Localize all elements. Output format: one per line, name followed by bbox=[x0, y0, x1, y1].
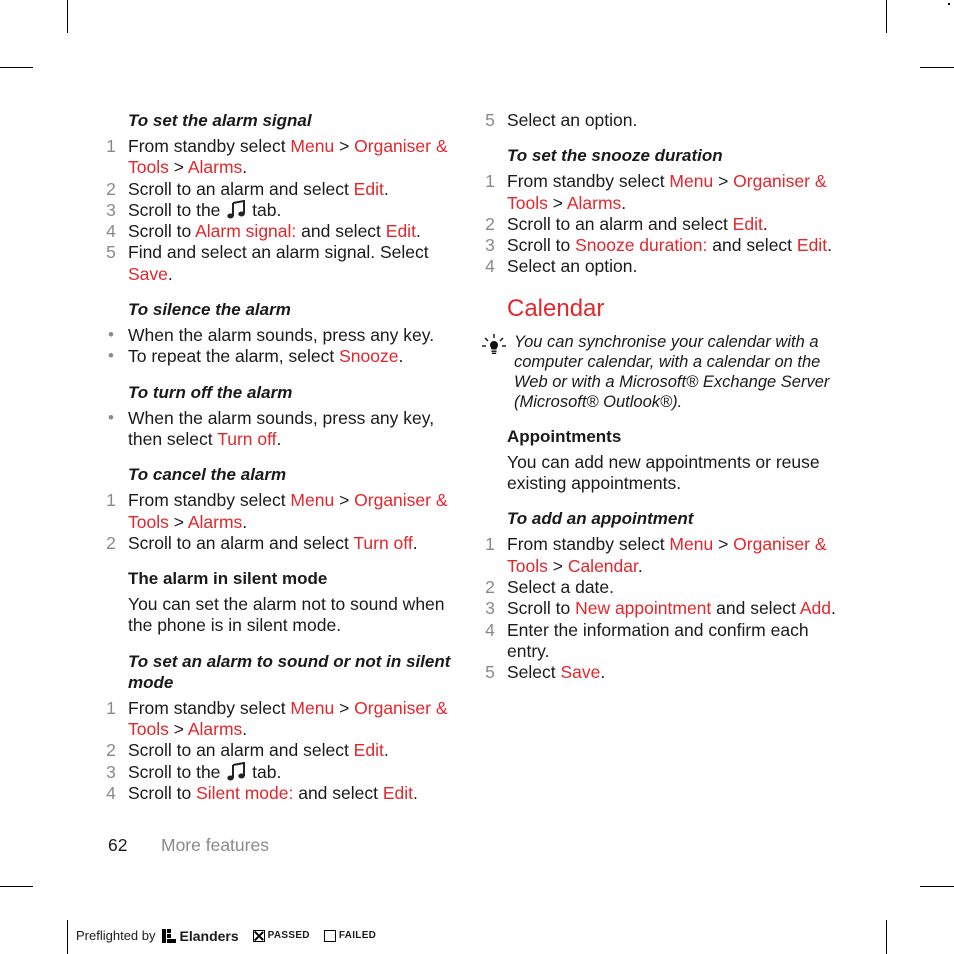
step-list bbox=[483, 171, 839, 277]
section-silence bbox=[104, 299, 460, 368]
bullet-list bbox=[104, 325, 460, 368]
separator: > bbox=[168, 511, 188, 532]
separator: > bbox=[168, 157, 188, 178]
step-text: . bbox=[383, 740, 389, 761]
separator: > bbox=[334, 136, 355, 156]
subheading: To cancel the alarm bbox=[128, 465, 287, 485]
step-text: and select bbox=[707, 235, 797, 256]
subheading: To turn off the alarm bbox=[128, 382, 293, 402]
step-text: . bbox=[242, 511, 248, 532]
menu-link-alarms: Alarms bbox=[187, 511, 243, 532]
menu-link-silent-mode: Silent mode: bbox=[196, 782, 294, 803]
step-text: . bbox=[167, 263, 173, 284]
separator: > bbox=[547, 192, 567, 213]
step-item bbox=[483, 214, 839, 235]
step-item bbox=[104, 783, 460, 804]
step-text: Scroll to bbox=[507, 598, 576, 619]
page-footer bbox=[108, 834, 269, 856]
menu-link-organiser: Organiser & Tools bbox=[507, 171, 827, 213]
step-text: . bbox=[762, 213, 768, 234]
step-text: tab. bbox=[247, 199, 282, 220]
step-number: 4 bbox=[106, 782, 116, 803]
step-text: From standby select bbox=[128, 697, 291, 718]
bullet-text: . bbox=[398, 346, 404, 367]
menu-link-alarms: Alarms bbox=[566, 192, 622, 213]
crop-mark bbox=[886, 0, 887, 33]
section-turn-off bbox=[104, 382, 460, 451]
step-item bbox=[483, 598, 839, 619]
section-cancel bbox=[104, 464, 460, 554]
preflight-label: Preflighted by bbox=[76, 928, 156, 943]
step-text: From standby select bbox=[128, 136, 291, 156]
section-silent-mode bbox=[104, 568, 460, 637]
step-item bbox=[104, 740, 460, 761]
crop-mark bbox=[67, 920, 68, 954]
step-number: 2 bbox=[106, 532, 116, 553]
step-text: Scroll to bbox=[128, 221, 196, 242]
section-snooze bbox=[483, 145, 839, 277]
menu-link-edit: Edit bbox=[385, 221, 416, 242]
menu-link-turn-off: Turn off bbox=[353, 532, 413, 553]
bullet-text: When the alarm sounds, press any key, then select bbox=[128, 407, 435, 449]
menu-link-organiser: Organiser & Tools bbox=[128, 136, 448, 178]
step-number: 3 bbox=[485, 235, 495, 256]
menu-link-turn-off: Turn off bbox=[217, 428, 277, 449]
tip-box bbox=[483, 332, 839, 412]
right-column bbox=[483, 110, 839, 683]
failed-label: FAILED bbox=[338, 930, 377, 941]
step-item bbox=[483, 171, 839, 214]
menu-link-snooze-duration: Snooze duration: bbox=[575, 235, 708, 256]
menu-link-edit: Edit bbox=[382, 782, 414, 803]
step-number: 3 bbox=[485, 598, 495, 619]
menu-link-menu: Menu bbox=[669, 534, 714, 555]
bullet-text: When the alarm sounds, press any key. bbox=[128, 325, 435, 346]
step-item bbox=[483, 662, 839, 683]
step-text: and select bbox=[296, 221, 386, 242]
bullet-text: . bbox=[276, 428, 282, 449]
music-note-icon bbox=[225, 200, 247, 220]
section-heading: The alarm in silent mode bbox=[128, 569, 328, 589]
menu-link-alarms: Alarms bbox=[187, 157, 243, 178]
step-number: 1 bbox=[485, 534, 495, 555]
subheading: To set the snooze duration bbox=[507, 146, 723, 166]
step-text: Scroll to an alarm and select bbox=[507, 213, 733, 234]
subheading: To set an alarm to sound or not in silent mode bbox=[128, 651, 451, 692]
step-list bbox=[483, 110, 839, 131]
step-number: 4 bbox=[485, 256, 495, 277]
bullet-text: To repeat the alarm, select bbox=[128, 346, 340, 367]
step-text: . bbox=[383, 178, 389, 199]
crop-mark bbox=[0, 67, 33, 68]
step-item bbox=[104, 533, 460, 554]
menu-link-add: Add bbox=[799, 598, 831, 619]
step-text: and select bbox=[293, 782, 383, 803]
menu-link-organiser: Organiser & Tools bbox=[507, 534, 827, 576]
bullet-item bbox=[104, 408, 460, 451]
step-number: 4 bbox=[485, 619, 495, 640]
step-item bbox=[104, 136, 460, 179]
step-number: 1 bbox=[106, 697, 116, 718]
bullet-dot: • bbox=[108, 325, 114, 345]
step-item bbox=[483, 235, 839, 256]
step-number: 1 bbox=[485, 171, 495, 192]
subheading: To silence the alarm bbox=[128, 300, 291, 320]
menu-link-organiser: Organiser & Tools bbox=[128, 490, 448, 532]
step-item bbox=[483, 577, 839, 598]
chapter-title: Calendar bbox=[507, 294, 605, 322]
step-number: 1 bbox=[106, 490, 116, 511]
step-text: From standby select bbox=[128, 490, 291, 511]
step-list bbox=[104, 136, 460, 285]
step-number: 4 bbox=[106, 221, 116, 242]
step-number: 3 bbox=[106, 199, 116, 220]
bullet-list bbox=[104, 408, 460, 451]
body-paragraph: You can add new appointments or reuse existing appointments. bbox=[507, 451, 820, 494]
step-number: 3 bbox=[106, 761, 116, 782]
step-number: 2 bbox=[106, 740, 116, 761]
step-item bbox=[483, 110, 839, 131]
step-item bbox=[104, 179, 460, 200]
step-item bbox=[483, 620, 839, 663]
step-item bbox=[104, 200, 460, 221]
failed-checkbox bbox=[324, 930, 336, 942]
passed-checkbox bbox=[253, 930, 265, 942]
step-text: . bbox=[242, 719, 248, 740]
step-number: 2 bbox=[485, 213, 495, 234]
step-item bbox=[104, 490, 460, 533]
step-list bbox=[483, 534, 839, 683]
step-text: . bbox=[413, 782, 418, 803]
separator: > bbox=[713, 534, 734, 555]
menu-link-menu: Menu bbox=[669, 171, 714, 192]
bullet-item bbox=[104, 346, 460, 367]
step-item bbox=[104, 221, 460, 242]
step-list bbox=[104, 698, 460, 804]
section-add-appointment bbox=[483, 508, 839, 683]
tip-text: You can synchronise your calendar with a computer calendar, with a calendar on the Web or with a Microsoft® Exchange Server (Microsoft® Outlook®). bbox=[514, 332, 830, 411]
step-text: Scroll to an alarm and select bbox=[128, 532, 354, 553]
separator: > bbox=[168, 719, 188, 740]
bullet-dot: • bbox=[108, 407, 114, 427]
step-item bbox=[104, 762, 460, 783]
step-text: Find and select an alarm signal. Select bbox=[128, 242, 429, 263]
step-text: . bbox=[242, 157, 248, 178]
step-number: 5 bbox=[485, 662, 495, 683]
section-heading: Appointments bbox=[507, 426, 622, 446]
preflight-stamp bbox=[76, 927, 376, 945]
page-number: 62 bbox=[108, 835, 128, 855]
crop-mark bbox=[0, 886, 33, 887]
step-number: 5 bbox=[485, 110, 495, 130]
step-number: 2 bbox=[106, 178, 116, 199]
step-text: From standby select bbox=[507, 534, 670, 555]
menu-link-edit: Edit bbox=[732, 213, 763, 234]
section-alarm-signal bbox=[104, 110, 460, 285]
step-text: Scroll to bbox=[507, 235, 576, 256]
crop-mark bbox=[886, 920, 887, 954]
footer-section-title: More features bbox=[161, 835, 269, 855]
menu-link-save: Save bbox=[560, 662, 601, 683]
crop-mark bbox=[920, 886, 954, 887]
menu-link-calendar: Calendar bbox=[567, 555, 638, 576]
separator: > bbox=[547, 555, 568, 576]
menu-link-menu: Menu bbox=[290, 697, 335, 718]
step-number: 5 bbox=[106, 242, 116, 263]
bullet-dot: • bbox=[108, 346, 114, 366]
crop-mark bbox=[67, 0, 68, 33]
step-item bbox=[483, 256, 839, 277]
section-carry-over bbox=[483, 110, 839, 131]
preflight-brand: Elanders bbox=[179, 928, 239, 944]
step-text: tab. bbox=[247, 761, 282, 782]
step-text: Select bbox=[507, 662, 561, 683]
step-text: Scroll to the bbox=[128, 199, 226, 220]
section-calendar bbox=[483, 294, 839, 412]
step-text: Scroll to bbox=[128, 782, 197, 803]
step-number: 2 bbox=[485, 576, 495, 597]
step-text: . bbox=[412, 532, 418, 553]
step-list bbox=[104, 490, 460, 554]
step-text: . bbox=[637, 555, 643, 576]
menu-link-edit: Edit bbox=[353, 178, 384, 199]
menu-link-alarms: Alarms bbox=[187, 719, 243, 740]
left-column bbox=[104, 110, 460, 804]
crop-dot bbox=[948, 3, 950, 5]
lightbulb-icon bbox=[481, 332, 507, 358]
step-text: Scroll to the bbox=[128, 761, 226, 782]
separator: > bbox=[334, 697, 355, 718]
menu-link-alarm-signal: Alarm signal: bbox=[195, 221, 297, 242]
step-item bbox=[104, 698, 460, 741]
menu-link-snooze: Snooze bbox=[339, 346, 399, 367]
step-text: . bbox=[415, 221, 421, 242]
step-text: . bbox=[621, 192, 627, 213]
step-text: and select bbox=[711, 598, 800, 619]
step-text: Enter the information and confirm each entry. bbox=[507, 619, 809, 661]
subheading: To set the alarm signal bbox=[128, 111, 312, 130]
menu-link-organiser: Organiser & Tools bbox=[128, 697, 448, 740]
separator: > bbox=[713, 171, 734, 192]
bullet-item bbox=[104, 325, 460, 346]
passed-label: PASSED bbox=[267, 930, 310, 941]
step-text: Scroll to an alarm and select bbox=[128, 178, 354, 199]
section-sound-silent bbox=[104, 651, 460, 804]
step-text: Select an option. bbox=[507, 256, 638, 277]
elanders-logo-icon bbox=[162, 929, 176, 943]
separator: > bbox=[334, 490, 355, 511]
step-text: . bbox=[830, 598, 836, 619]
step-text: . bbox=[827, 235, 832, 256]
crop-mark bbox=[920, 67, 954, 68]
step-text: Scroll to an alarm and select bbox=[128, 740, 354, 761]
step-text: Select a date. bbox=[507, 576, 615, 597]
menu-link-save: Save bbox=[128, 263, 168, 284]
step-text: . bbox=[600, 662, 606, 683]
menu-link-menu: Menu bbox=[290, 490, 335, 511]
menu-link-new-appointment: New appointment bbox=[575, 598, 712, 619]
menu-link-edit: Edit bbox=[353, 740, 384, 761]
section-appointments bbox=[483, 426, 839, 495]
subheading: To add an appointment bbox=[507, 509, 694, 529]
step-text: Select an option. bbox=[507, 110, 638, 130]
step-text: From standby select bbox=[507, 171, 670, 192]
step-item bbox=[483, 534, 839, 577]
step-item bbox=[104, 242, 460, 285]
menu-link-edit: Edit bbox=[796, 235, 828, 256]
step-number: 1 bbox=[106, 136, 116, 156]
music-note-icon bbox=[225, 762, 247, 782]
menu-link-menu: Menu bbox=[290, 136, 335, 156]
body-paragraph: You can set the alarm not to sound when the phone is in silent mode. bbox=[128, 594, 445, 636]
